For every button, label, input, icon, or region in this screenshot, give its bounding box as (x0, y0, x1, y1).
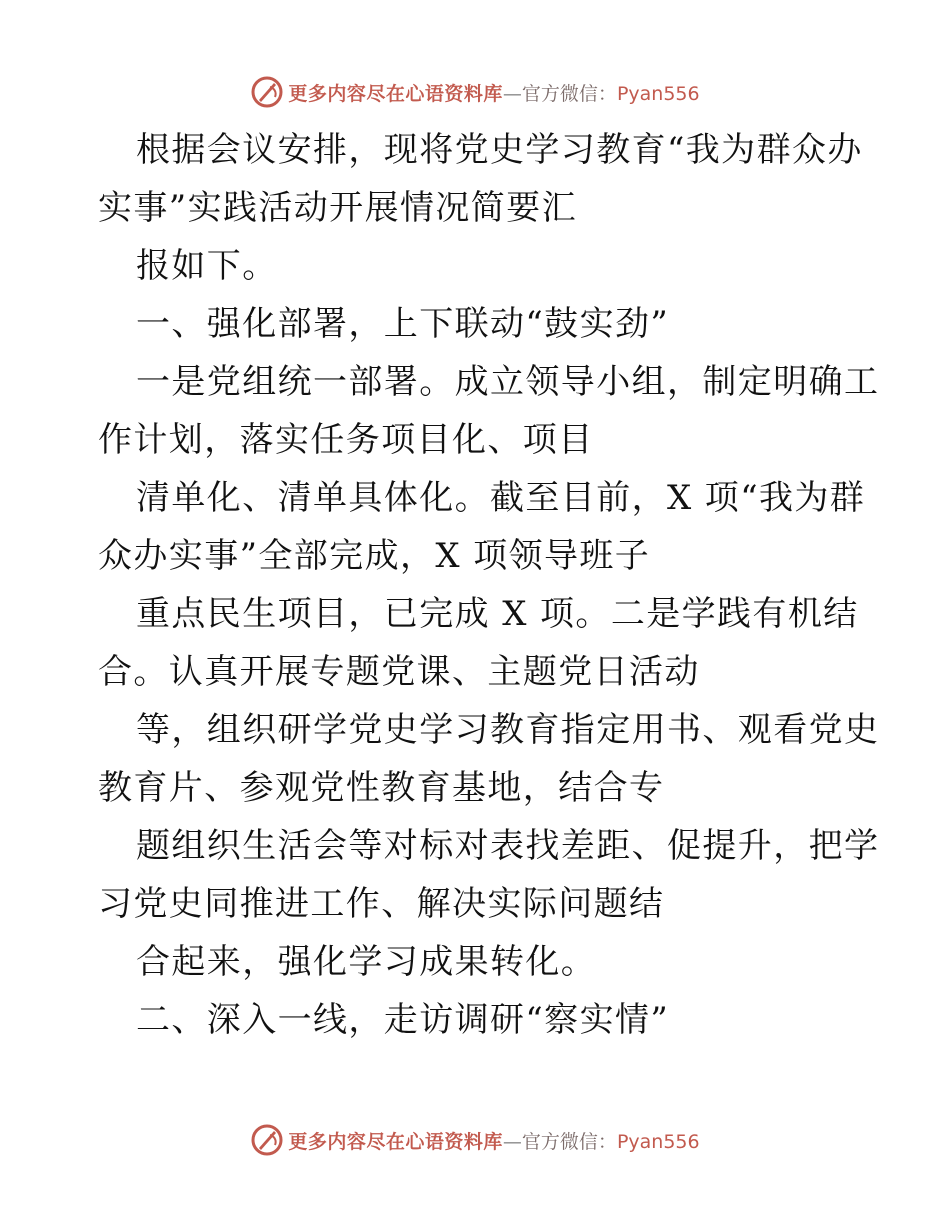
text-line: 众办实事”全部完成，X 项领导班子 (98, 536, 651, 576)
watermark-wechat-id: Pyan556 (616, 82, 700, 105)
watermark-wechat-label: 官方微信： (521, 1130, 617, 1153)
text-line: 报如下。 (136, 246, 278, 286)
header-watermark (0, 72, 950, 112)
text-line: 教育片、参观党性教育基地，结合专 (98, 768, 665, 808)
text-line: 作计划，落实任务项目化、项目 (98, 420, 594, 460)
watermark-brand-text: 更多内容尽在心语资料库 (288, 82, 503, 105)
text-line: 习党史同推进工作、解决实际问题结 (98, 884, 665, 924)
watermark-wechat-label: 官方微信： (521, 82, 617, 105)
quill-pen-circle-logo-icon (250, 1123, 284, 1157)
section-heading: 一、强化部署，上下联动“鼓实劲” (136, 304, 670, 344)
text-line: 合。认真开展专题党课、主题党日活动 (98, 652, 700, 692)
text-line: 题组织生活会等对标对表找差距、促提升，把学 (136, 826, 880, 866)
quill-pen-circle-logo-icon (250, 75, 284, 109)
watermark-separator: — (502, 82, 522, 105)
watermark-brand-text: 更多内容尽在心语资料库 (288, 1130, 503, 1153)
text-line: 根据会议安排，现将党史学习教育“我为群众办 (136, 130, 863, 170)
text-line: 实事”实践活动开展情况简要汇 (98, 188, 577, 228)
footer-watermark (0, 1120, 950, 1160)
text-line: 清单化、清单具体化。截至目前，X 项“我为群 (136, 478, 866, 518)
text-line: 一是党组统一部署。成立领导小组，制定明确工 (136, 362, 880, 402)
watermark-wechat-id: Pyan556 (616, 1130, 700, 1153)
text-line: 等，组织研学党史学习教育指定用书、观看党史 (136, 710, 880, 750)
section-heading: 二、深入一线，走访调研“察实情” (136, 1000, 670, 1040)
text-line: 重点民生项目，已完成 X 项。二是学践有机结 (136, 594, 859, 634)
text-line: 合起来，强化学习成果转化。 (136, 942, 597, 982)
watermark-separator: — (502, 1130, 522, 1153)
